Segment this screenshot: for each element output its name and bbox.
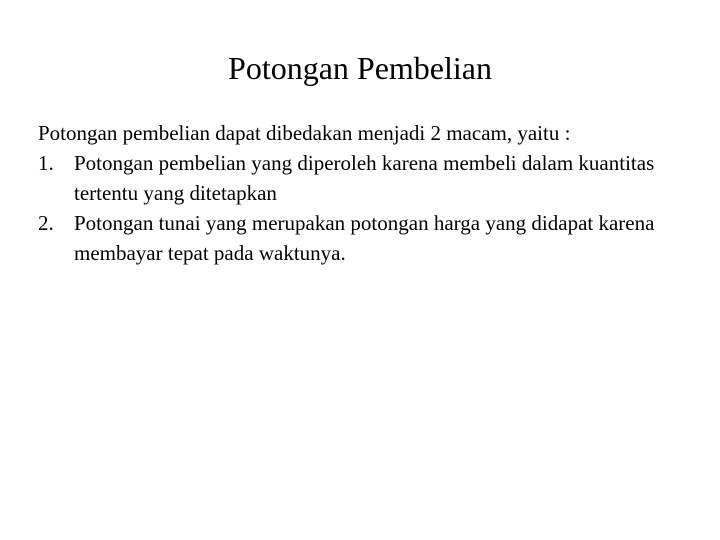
list-item-number: 2.	[38, 211, 54, 235]
slide-body	[38, 118, 698, 268]
numbered-list	[38, 148, 698, 268]
intro-text: Potongan pembelian dapat dibedakan menjadi 2 macam, yaitu :	[38, 121, 571, 145]
list-item	[38, 148, 698, 208]
list-item-text: Potongan pembelian yang diperoleh karena membeli dalam kuantitas tertentu yang ditetapkan	[74, 151, 655, 205]
list-item-text: Potongan tunai yang merupakan potongan harga yang didapat karena membayar tepat pada waktunya.	[74, 211, 655, 265]
list-item-number: 1.	[38, 151, 54, 175]
list-item	[38, 208, 698, 268]
slide-title: Potongan Pembelian	[228, 50, 492, 86]
